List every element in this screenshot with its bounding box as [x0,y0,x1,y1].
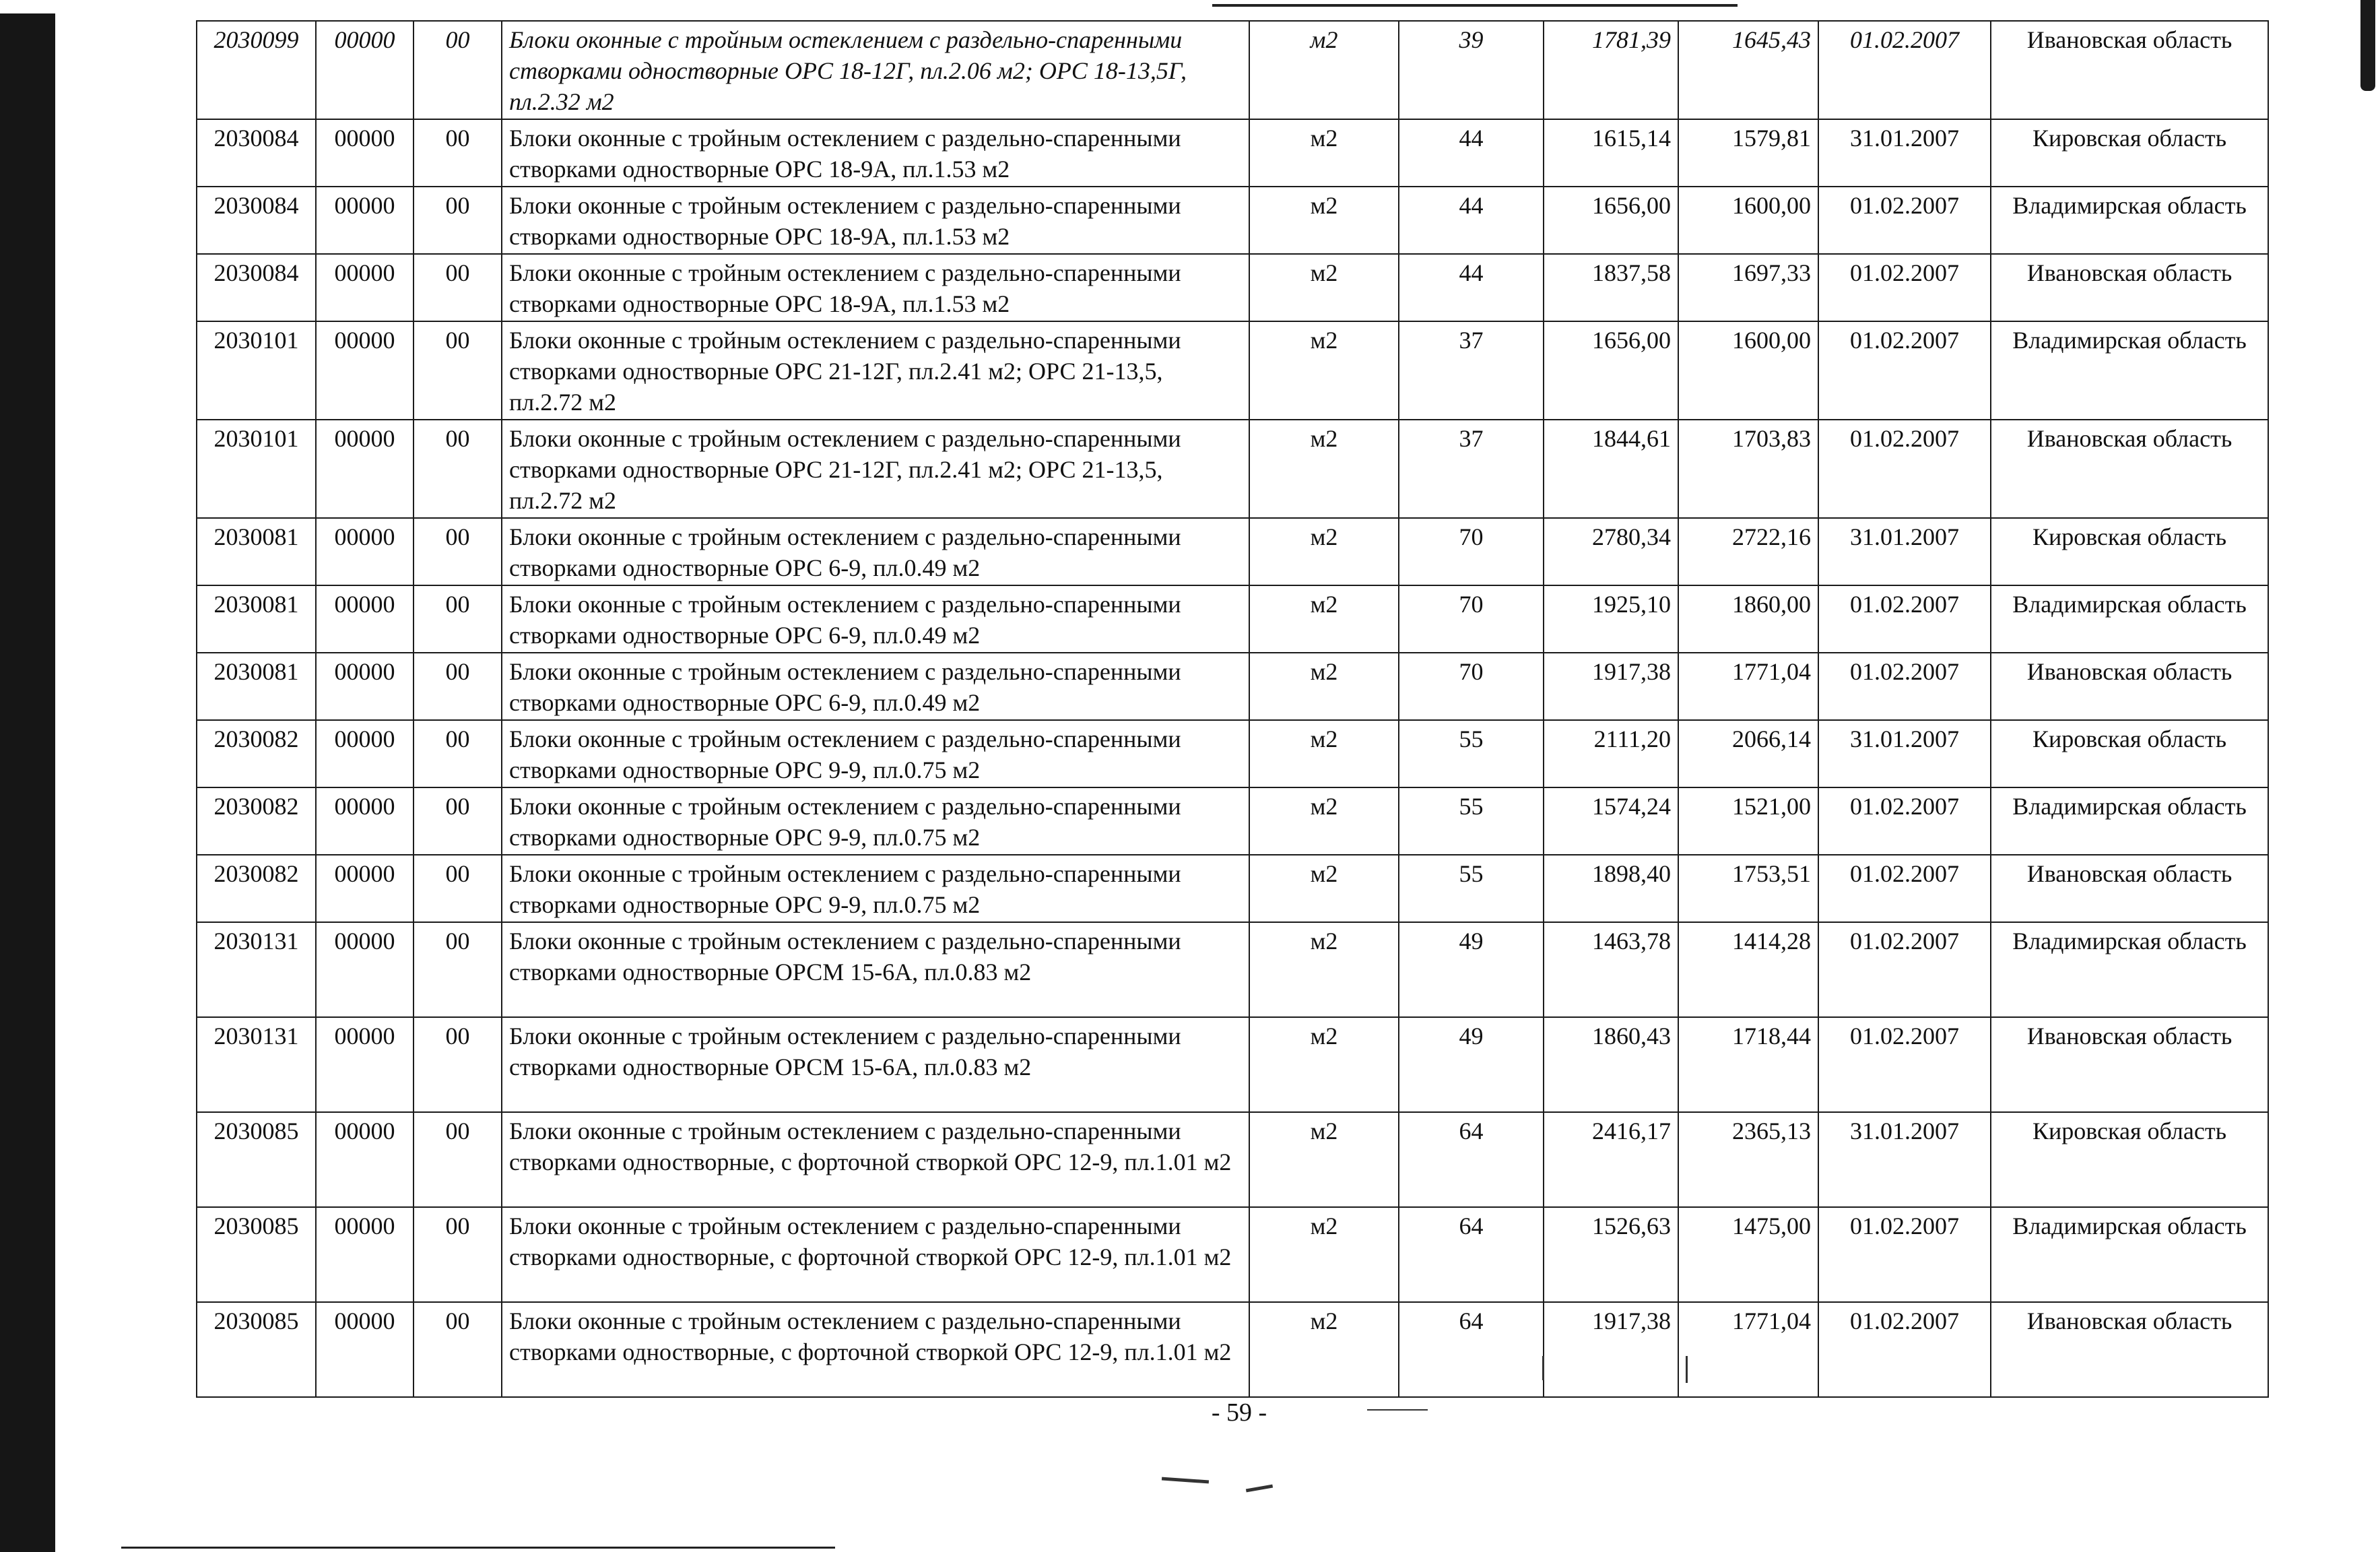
row-description: Блоки оконные с тройным остеклением с раздельно-спаренными створками одностворные ОРС 9-9, пл.0.75 м2 [502,720,1249,787]
row-description: Блоки оконные с тройным остеклением с раздельно-спаренными створками одностворные ОРС 18-9А, пл.1.53 м2 [502,119,1249,187]
row-price-with-vat: 2111,20 [1544,720,1678,787]
row-date: 01.02.2007 [1818,254,1991,321]
row-date: 01.02.2007 [1818,1207,1991,1302]
price-table [196,20,2269,1398]
row-quantity: 70 [1399,585,1544,653]
table-row [197,1017,2268,1112]
row-subcode: 00000 [316,585,414,653]
table-row [197,1302,2268,1397]
row-subcode: 00000 [316,1017,414,1112]
row-subcode: 00000 [316,187,414,254]
row-code: 2030131 [197,1017,316,1112]
row-code: 2030082 [197,787,316,855]
row-price: 1645,43 [1678,21,1818,119]
row-price-with-vat: 2416,17 [1544,1112,1678,1207]
row-price-with-vat: 1925,10 [1544,585,1678,653]
row-unit: м2 [1249,518,1399,585]
row-subcode2: 00 [414,1207,502,1302]
row-unit: м2 [1249,653,1399,720]
row-description: Блоки оконные с тройным остеклением с раздельно-спаренными створками одностворные ОРС 21-12Г, пл.2.41 м2; ОРС 21-13,5, пл.2.72 м2 [502,321,1249,420]
row-price-with-vat: 1837,58 [1544,254,1678,321]
row-region: Ивановская область [1991,21,2268,119]
table-row [197,653,2268,720]
row-quantity: 44 [1399,187,1544,254]
table-row [197,187,2268,254]
row-code: 2030081 [197,653,316,720]
row-price-with-vat: 1898,40 [1544,855,1678,922]
row-code: 2030084 [197,254,316,321]
row-price: 1753,51 [1678,855,1818,922]
row-quantity: 44 [1399,254,1544,321]
scan-mark [1162,1477,1209,1484]
row-subcode2: 00 [414,518,502,585]
scan-mark [1246,1485,1273,1493]
row-unit: м2 [1249,1302,1399,1397]
row-price: 2066,14 [1678,720,1818,787]
row-subcode2: 00 [414,21,502,119]
row-code: 2030081 [197,585,316,653]
table-row [197,922,2268,1017]
table-row [197,420,2268,518]
row-date: 01.02.2007 [1818,653,1991,720]
row-code: 2030101 [197,420,316,518]
row-quantity: 55 [1399,720,1544,787]
row-date: 01.02.2007 [1818,585,1991,653]
table-row [197,1112,2268,1207]
row-subcode2: 00 [414,420,502,518]
row-subcode: 00000 [316,321,414,420]
row-code: 2030085 [197,1302,316,1397]
row-region: Ивановская область [1991,1302,2268,1397]
row-region: Владимирская область [1991,187,2268,254]
page-number: - 59 - [1211,1398,1267,1427]
row-region: Ивановская область [1991,420,2268,518]
row-quantity: 64 [1399,1302,1544,1397]
row-description: Блоки оконные с тройным остеклением с раздельно-спаренными створками одностворные ОРС 21-12Г, пл.2.41 м2; ОРС 21-13,5, пл.2.72 м2 [502,420,1249,518]
row-date: 01.02.2007 [1818,321,1991,420]
row-date: 01.02.2007 [1818,21,1991,119]
row-price: 1697,33 [1678,254,1818,321]
row-region: Ивановская область [1991,855,2268,922]
scan-mark [1686,1356,1688,1383]
row-quantity: 49 [1399,1017,1544,1112]
row-price-with-vat: 1917,38 [1544,653,1678,720]
scan-edge-right [2360,0,2375,91]
row-code: 2030131 [197,922,316,1017]
row-subcode: 00000 [316,420,414,518]
table-row [197,585,2268,653]
row-subcode: 00000 [316,21,414,119]
row-description: Блоки оконные с тройным остеклением с раздельно-спаренными створками одностворные ОРСМ 15-6А, пл.0.83 м2 [502,922,1249,1017]
table-body [197,21,2268,1397]
row-subcode2: 00 [414,1302,502,1397]
bottom-rule [121,1547,835,1549]
row-region: Ивановская область [1991,1017,2268,1112]
row-price: 1414,28 [1678,922,1818,1017]
row-description: Блоки оконные с тройным остеклением с раздельно-спаренными створками одностворные ОРС 6-9, пл.0.49 м2 [502,518,1249,585]
row-code: 2030082 [197,720,316,787]
row-description: Блоки оконные с тройным остеклением с раздельно-спаренными створками одностворные ОРС 18-9А, пл.1.53 м2 [502,187,1249,254]
row-date: 01.02.2007 [1818,1017,1991,1112]
scan-edge-left [0,13,55,1552]
table-row [197,21,2268,119]
row-price: 1771,04 [1678,1302,1818,1397]
row-subcode2: 00 [414,119,502,187]
row-subcode2: 00 [414,321,502,420]
row-description: Блоки оконные с тройным остеклением с раздельно-спаренными створками одностворные, с форточной створкой ОРС 12-9, пл.1.01 м2 [502,1207,1249,1302]
row-quantity: 64 [1399,1207,1544,1302]
row-subcode2: 00 [414,1017,502,1112]
row-price: 1475,00 [1678,1207,1818,1302]
row-subcode: 00000 [316,254,414,321]
row-price-with-vat: 1656,00 [1544,321,1678,420]
row-price-with-vat: 1860,43 [1544,1017,1678,1112]
row-description: Блоки оконные с тройным остеклением с раздельно-спаренными створками одностворные ОРС 18-12Г, пл.2.06 м2; ОРС 18-13,5Г, пл.2.32 м2 [502,21,1249,119]
scan-mark [1367,1409,1428,1411]
row-quantity: 37 [1399,420,1544,518]
row-unit: м2 [1249,720,1399,787]
row-unit: м2 [1249,1017,1399,1112]
row-date: 31.01.2007 [1818,720,1991,787]
row-price-with-vat: 1781,39 [1544,21,1678,119]
table-row [197,855,2268,922]
row-unit: м2 [1249,21,1399,119]
row-quantity: 55 [1399,855,1544,922]
row-subcode2: 00 [414,922,502,1017]
row-subcode2: 00 [414,187,502,254]
row-subcode: 00000 [316,653,414,720]
row-subcode: 00000 [316,787,414,855]
row-date: 01.02.2007 [1818,855,1991,922]
row-price: 1521,00 [1678,787,1818,855]
row-subcode: 00000 [316,1112,414,1207]
row-price-with-vat: 1526,63 [1544,1207,1678,1302]
row-code: 2030084 [197,187,316,254]
price-table-sheet [196,20,2269,1398]
row-subcode2: 00 [414,653,502,720]
row-description: Блоки оконные с тройным остеклением с раздельно-спаренными створками одностворные ОРС 9-9, пл.0.75 м2 [502,787,1249,855]
row-subcode: 00000 [316,518,414,585]
row-date: 01.02.2007 [1818,922,1991,1017]
row-price: 1718,44 [1678,1017,1818,1112]
row-price: 1771,04 [1678,653,1818,720]
scan-mark [1542,1356,1544,1380]
row-date: 01.02.2007 [1818,187,1991,254]
row-price-with-vat: 1574,24 [1544,787,1678,855]
row-description: Блоки оконные с тройным остеклением с раздельно-спаренными створками одностворные, с форточной створкой ОРС 12-9, пл.1.01 м2 [502,1302,1249,1397]
row-subcode: 00000 [316,922,414,1017]
table-row [197,720,2268,787]
row-price: 1703,83 [1678,420,1818,518]
row-subcode: 00000 [316,720,414,787]
row-description: Блоки оконные с тройным остеклением с раздельно-спаренными створками одностворные ОРС 6-9, пл.0.49 м2 [502,653,1249,720]
row-region: Кировская область [1991,518,2268,585]
row-quantity: 39 [1399,21,1544,119]
row-unit: м2 [1249,787,1399,855]
row-price: 2722,16 [1678,518,1818,585]
row-unit: м2 [1249,1207,1399,1302]
row-subcode2: 00 [414,720,502,787]
row-quantity: 70 [1399,653,1544,720]
row-subcode2: 00 [414,787,502,855]
row-unit: м2 [1249,420,1399,518]
row-unit: м2 [1249,254,1399,321]
row-price-with-vat: 1917,38 [1544,1302,1678,1397]
row-region: Кировская область [1991,720,2268,787]
row-subcode: 00000 [316,855,414,922]
table-row [197,518,2268,585]
table-row [197,787,2268,855]
row-quantity: 70 [1399,518,1544,585]
row-unit: м2 [1249,855,1399,922]
row-code: 2030085 [197,1207,316,1302]
row-subcode: 00000 [316,119,414,187]
row-region: Владимирская область [1991,787,2268,855]
row-description: Блоки оконные с тройным остеклением с раздельно-спаренными створками одностворные, с форточной створкой ОРС 12-9, пл.1.01 м2 [502,1112,1249,1207]
row-price: 1600,00 [1678,321,1818,420]
row-region: Владимирская область [1991,1207,2268,1302]
row-unit: м2 [1249,922,1399,1017]
row-date: 31.01.2007 [1818,518,1991,585]
row-quantity: 44 [1399,119,1544,187]
row-unit: м2 [1249,119,1399,187]
table-row [197,254,2268,321]
row-region: Владимирская область [1991,585,2268,653]
row-description: Блоки оконные с тройным остеклением с раздельно-спаренными створками одностворные ОРС 18-9А, пл.1.53 м2 [502,254,1249,321]
row-subcode2: 00 [414,855,502,922]
table-row [197,119,2268,187]
row-date: 31.01.2007 [1818,119,1991,187]
row-price: 1579,81 [1678,119,1818,187]
row-price: 2365,13 [1678,1112,1818,1207]
row-date: 31.01.2007 [1818,1112,1991,1207]
row-subcode2: 00 [414,254,502,321]
row-subcode2: 00 [414,1112,502,1207]
row-price-with-vat: 1656,00 [1544,187,1678,254]
row-unit: м2 [1249,1112,1399,1207]
row-subcode: 00000 [316,1302,414,1397]
row-date: 01.02.2007 [1818,787,1991,855]
row-region: Ивановская область [1991,653,2268,720]
table-row [197,321,2268,420]
row-region: Кировская область [1991,119,2268,187]
row-unit: м2 [1249,321,1399,420]
row-description: Блоки оконные с тройным остеклением с раздельно-спаренными створками одностворные ОРСМ 15-6А, пл.0.83 м2 [502,1017,1249,1112]
row-price-with-vat: 1844,61 [1544,420,1678,518]
row-price-with-vat: 2780,34 [1544,518,1678,585]
row-date: 01.02.2007 [1818,420,1991,518]
row-quantity: 55 [1399,787,1544,855]
row-quantity: 49 [1399,922,1544,1017]
row-date: 01.02.2007 [1818,1302,1991,1397]
row-description: Блоки оконные с тройным остеклением с раздельно-спаренными створками одностворные ОРС 6-9, пл.0.49 м2 [502,585,1249,653]
row-subcode2: 00 [414,585,502,653]
row-region: Владимирская область [1991,922,2268,1017]
row-code: 2030081 [197,518,316,585]
table-row [197,1207,2268,1302]
row-unit: м2 [1249,187,1399,254]
row-unit: м2 [1249,585,1399,653]
row-quantity: 37 [1399,321,1544,420]
row-price-with-vat: 1463,78 [1544,922,1678,1017]
row-region: Владимирская область [1991,321,2268,420]
row-code: 2030101 [197,321,316,420]
row-region: Кировская область [1991,1112,2268,1207]
row-price: 1860,00 [1678,585,1818,653]
row-code: 2030099 [197,21,316,119]
row-description: Блоки оконные с тройным остеклением с раздельно-спаренными створками одностворные ОРС 9-9, пл.0.75 м2 [502,855,1249,922]
row-price: 1600,00 [1678,187,1818,254]
row-code: 2030082 [197,855,316,922]
row-region: Ивановская область [1991,254,2268,321]
row-subcode: 00000 [316,1207,414,1302]
row-quantity: 64 [1399,1112,1544,1207]
row-code: 2030085 [197,1112,316,1207]
row-price-with-vat: 1615,14 [1544,119,1678,187]
top-rule [1212,4,1738,7]
row-code: 2030084 [197,119,316,187]
